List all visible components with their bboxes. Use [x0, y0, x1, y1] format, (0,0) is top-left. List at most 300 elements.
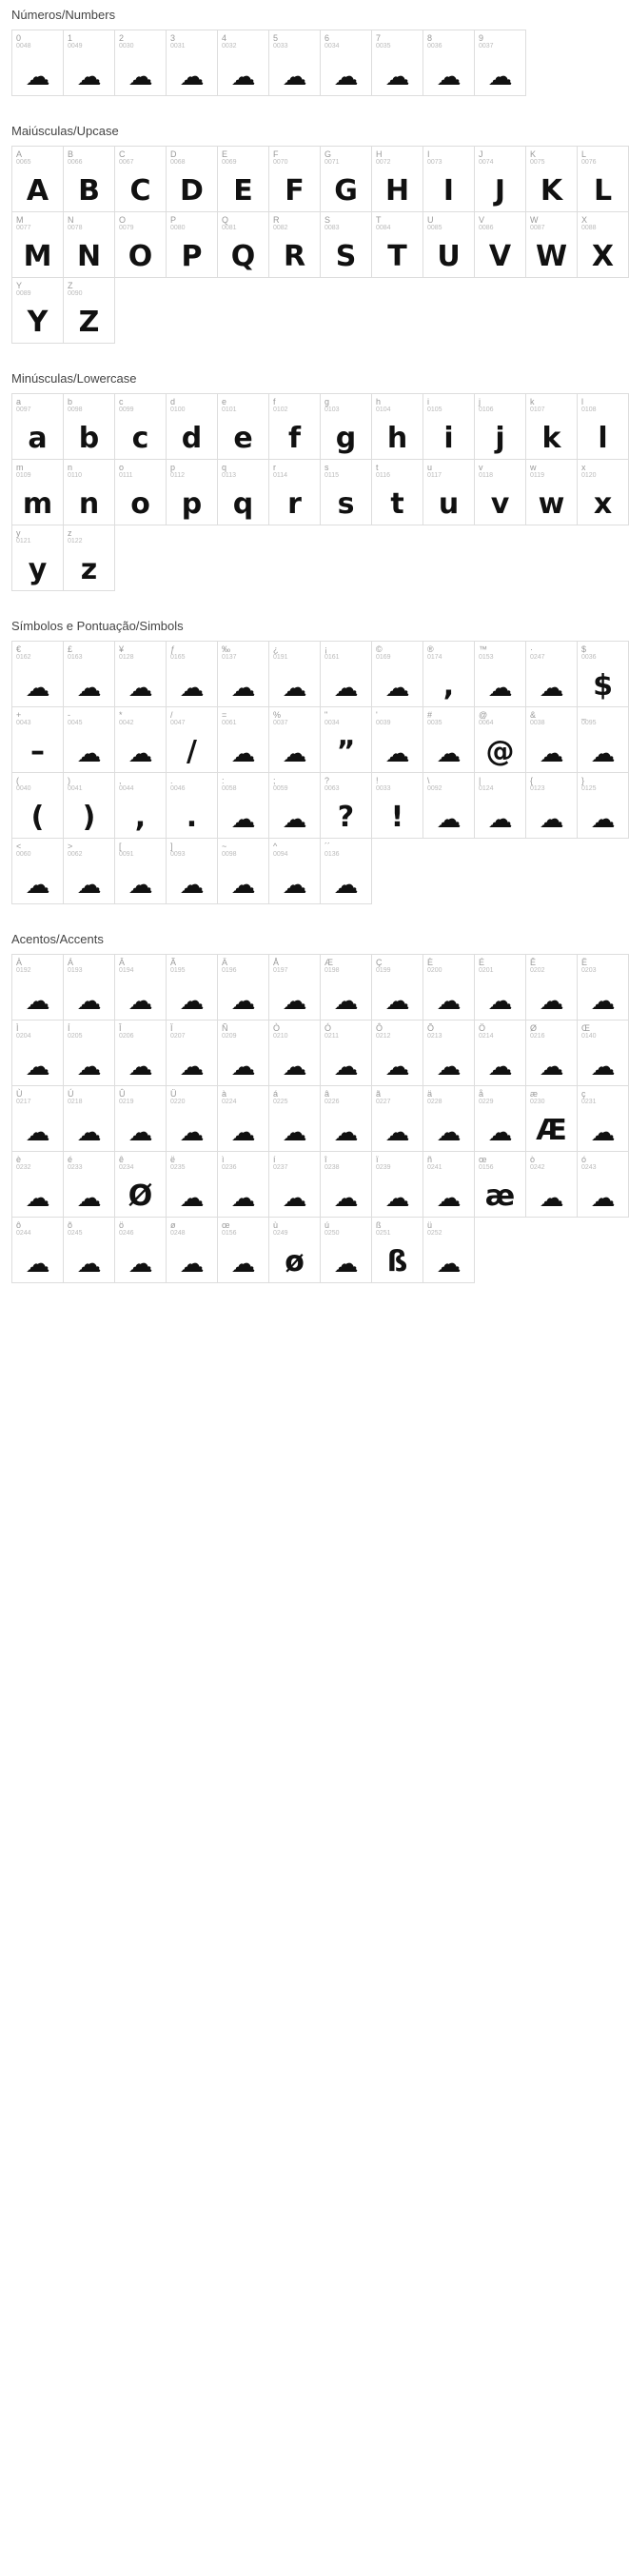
glyph-preview: i [443, 422, 454, 455]
glyph-cell[interactable] [11, 1151, 64, 1218]
glyph-char-label: 7 [376, 33, 382, 43]
glyph-char-label: \ [427, 776, 430, 785]
glyph-cell[interactable] [525, 706, 578, 773]
glyph-cell[interactable] [217, 1217, 269, 1283]
notdef-glyph-icon: ☁ [230, 987, 256, 1016]
notdef-glyph-icon: ☁ [128, 740, 153, 768]
glyph-code-label: 0165 [170, 654, 186, 661]
glyph-cell[interactable] [474, 1085, 526, 1152]
glyph-cell[interactable] [525, 954, 578, 1020]
glyph-cell[interactable] [371, 954, 423, 1020]
glyph-cell[interactable] [114, 393, 167, 460]
glyph-code-label: 0202 [530, 967, 545, 974]
glyph-cell[interactable] [217, 772, 269, 839]
glyph-cell[interactable] [268, 30, 321, 96]
glyph-char-label: ú [324, 1220, 330, 1230]
glyph-cell[interactable] [268, 1020, 321, 1086]
glyph-char-label: ƒ [170, 644, 176, 654]
glyph-cell[interactable] [11, 1217, 64, 1283]
glyph-char-label: Æ [324, 958, 333, 967]
glyph-cell[interactable] [525, 393, 578, 460]
notdef-glyph-icon: ☁ [384, 1184, 410, 1213]
glyph-cell[interactable] [63, 641, 115, 707]
glyph-cell[interactable] [474, 954, 526, 1020]
glyph-preview: ) [82, 801, 96, 834]
glyph-char-label: $ [581, 644, 587, 654]
glyph-cell[interactable] [166, 641, 218, 707]
glyph-cell[interactable] [320, 1020, 372, 1086]
glyph-code-label: 0116 [376, 472, 391, 479]
glyph-char-label: w [530, 463, 537, 472]
glyph-cell[interactable] [577, 706, 629, 773]
glyph-cell[interactable] [217, 641, 269, 707]
glyph-cell[interactable] [114, 838, 167, 904]
notdef-glyph-icon: ☁ [333, 871, 359, 900]
glyph-cell[interactable] [525, 772, 578, 839]
glyph-cell[interactable] [371, 1085, 423, 1152]
glyph-cell[interactable] [577, 1085, 629, 1152]
glyph-cell[interactable] [320, 838, 372, 904]
glyph-cell[interactable] [525, 1085, 578, 1152]
glyph-char-label: Î [119, 1023, 122, 1033]
glyph-cell[interactable] [320, 1085, 372, 1152]
glyph-code-label: 0210 [273, 1033, 288, 1040]
glyph-cell[interactable] [268, 393, 321, 460]
glyph-code-label: 0206 [119, 1033, 134, 1040]
glyph-cell[interactable] [217, 1085, 269, 1152]
glyph-char-label: Ò [273, 1023, 281, 1033]
glyph-char-label: ä [427, 1089, 433, 1099]
glyph-preview: D [180, 174, 204, 208]
glyph-cell[interactable] [320, 1151, 372, 1218]
glyph-cell[interactable] [320, 393, 372, 460]
glyph-cell[interactable] [423, 146, 475, 212]
glyph-cell[interactable] [114, 641, 167, 707]
glyph-char-label: A [16, 149, 23, 159]
glyph-cell[interactable] [423, 393, 475, 460]
glyph-char-label: c [119, 397, 124, 406]
glyph-cell[interactable] [577, 459, 629, 525]
notdef-glyph-icon: ☁ [384, 1119, 410, 1147]
glyph-cell[interactable] [11, 277, 64, 344]
glyph-char-label: x [581, 463, 586, 472]
glyph-preview: f [287, 422, 302, 455]
glyph-cell[interactable] [371, 641, 423, 707]
glyph-char-label: + [16, 710, 22, 720]
glyph-cell[interactable] [577, 954, 629, 1020]
glyph-cell[interactable] [474, 706, 526, 773]
glyph-cell[interactable] [63, 954, 115, 1020]
glyph-cell[interactable] [320, 146, 372, 212]
glyph-char-label: ) [68, 776, 70, 785]
glyph-char-label: R [273, 215, 280, 225]
glyph-cell[interactable] [63, 1085, 115, 1152]
glyph-preview: B [78, 174, 100, 208]
notdef-glyph-icon: ☁ [230, 63, 256, 91]
glyph-cell[interactable] [320, 772, 372, 839]
glyph-char-label: z [68, 528, 72, 538]
glyph-cell[interactable] [474, 1020, 526, 1086]
glyph-char-label: í [273, 1155, 276, 1164]
glyph-cell[interactable] [577, 772, 629, 839]
glyph-code-label: 0192 [16, 967, 31, 974]
glyph-char-label: / [170, 710, 173, 720]
glyph-cell[interactable] [114, 459, 167, 525]
glyph-char-label: G [324, 149, 332, 159]
glyph-cell[interactable] [371, 772, 423, 839]
glyph-code-label: 0162 [16, 654, 31, 661]
glyph-preview: g [335, 422, 357, 455]
notdef-glyph-icon: ☁ [179, 1053, 205, 1081]
glyph-cell[interactable] [11, 525, 64, 591]
glyph-cell[interactable] [423, 772, 475, 839]
glyph-cell[interactable] [11, 1020, 64, 1086]
glyph-preview: ? [337, 801, 355, 834]
glyph-cell[interactable] [423, 1151, 475, 1218]
glyph-cell[interactable] [423, 1217, 475, 1283]
glyph-cell[interactable] [371, 459, 423, 525]
glyph-char-label: N [68, 215, 74, 225]
glyph-cell[interactable] [166, 1020, 218, 1086]
glyph-char-label: y [16, 528, 21, 538]
glyph-cell[interactable] [474, 393, 526, 460]
glyph-cell[interactable] [166, 838, 218, 904]
glyph-char-label: ö [119, 1220, 125, 1230]
glyph-preview: w [538, 487, 565, 521]
section-title: Números/Numbers [11, 8, 116, 22]
glyph-cell[interactable] [268, 772, 321, 839]
glyph-code-label: 0064 [479, 720, 494, 726]
notdef-glyph-icon: ☁ [25, 674, 50, 703]
glyph-code-label: 0075 [530, 159, 545, 166]
glyph-cell[interactable] [423, 459, 475, 525]
glyph-code-label: 0234 [119, 1164, 134, 1171]
notdef-glyph-icon: ☁ [590, 987, 616, 1016]
glyph-cell[interactable] [474, 772, 526, 839]
glyph-char-label: Ä [222, 958, 228, 967]
glyph-code-label: 0122 [68, 538, 83, 545]
glyph-cell[interactable] [11, 146, 64, 212]
glyph-cell[interactable] [166, 1085, 218, 1152]
glyph-code-label: 0232 [16, 1164, 31, 1171]
notdef-glyph-icon: ☁ [230, 1184, 256, 1213]
glyph-cell[interactable] [63, 772, 115, 839]
glyph-cell[interactable] [320, 211, 372, 278]
glyph-code-label: 0156 [222, 1230, 237, 1237]
glyph-cell[interactable] [63, 277, 115, 344]
notdef-glyph-icon: ☁ [128, 1053, 153, 1081]
glyph-cell[interactable] [525, 211, 578, 278]
glyph-cell[interactable] [114, 706, 167, 773]
glyph-cell[interactable] [320, 706, 372, 773]
glyph-grid [0, 146, 629, 343]
glyph-cell[interactable] [114, 211, 167, 278]
glyph-cell[interactable] [577, 1151, 629, 1218]
glyph-cell[interactable] [268, 838, 321, 904]
glyph-cell[interactable] [474, 30, 526, 96]
glyph-cell[interactable] [525, 1020, 578, 1086]
glyph-cell[interactable] [371, 146, 423, 212]
glyph-cell[interactable] [268, 1217, 321, 1283]
glyph-cell[interactable] [114, 1085, 167, 1152]
glyph-code-label: 0101 [222, 406, 237, 413]
glyph-code-label: 0243 [581, 1164, 597, 1171]
glyph-char-label: j [479, 397, 481, 406]
glyph-cell[interactable] [371, 393, 423, 460]
glyph-code-label: 0100 [170, 406, 186, 413]
glyph-char-label: V [479, 215, 485, 225]
glyph-cell[interactable] [166, 1217, 218, 1283]
glyph-cell[interactable] [423, 1020, 475, 1086]
glyph-cell[interactable] [11, 393, 64, 460]
glyph-cell[interactable] [63, 211, 115, 278]
glyph-cell[interactable] [63, 706, 115, 773]
glyph-cell[interactable] [217, 954, 269, 1020]
glyph-char-label: B [68, 149, 74, 159]
glyph-preview: O [128, 240, 153, 273]
glyph-char-label: Œ [581, 1023, 590, 1033]
glyph-char-label: = [222, 710, 227, 720]
glyph-code-label: 0095 [581, 720, 597, 726]
glyph-char-label: } [581, 776, 585, 785]
glyph-cell[interactable] [371, 1217, 423, 1283]
glyph-cell[interactable] [320, 954, 372, 1020]
glyph-cell[interactable] [11, 838, 64, 904]
notdef-glyph-icon: ☁ [333, 674, 359, 703]
glyph-cell[interactable] [217, 211, 269, 278]
glyph-char-label: À [16, 958, 23, 967]
glyph-cell[interactable] [577, 1020, 629, 1086]
glyph-cell[interactable] [63, 146, 115, 212]
glyph-cell[interactable] [63, 30, 115, 96]
glyph-char-label: H [376, 149, 383, 159]
glyph-char-label: Å [273, 958, 280, 967]
glyph-cell[interactable] [320, 641, 372, 707]
notdef-glyph-icon: ☁ [487, 674, 513, 703]
notdef-glyph-icon: ☁ [487, 63, 513, 91]
glyph-code-label: 0238 [324, 1164, 340, 1171]
glyph-char-label: 3 [170, 33, 176, 43]
notdef-glyph-icon: ☁ [128, 1119, 153, 1147]
glyph-char-label: q [222, 463, 227, 472]
glyph-preview: u [438, 487, 460, 521]
glyph-cell[interactable] [11, 706, 64, 773]
glyph-code-label: 0038 [530, 720, 545, 726]
glyph-code-label: 0115 [324, 472, 340, 479]
glyph-code-label: 0196 [222, 967, 237, 974]
glyph-cell[interactable] [474, 211, 526, 278]
glyph-cell[interactable] [63, 1151, 115, 1218]
glyph-cell[interactable] [63, 393, 115, 460]
glyph-code-label: 0220 [170, 1099, 186, 1105]
glyph-cell[interactable] [268, 706, 321, 773]
glyph-cell[interactable] [114, 772, 167, 839]
glyph-preview: P [181, 240, 203, 273]
glyph-cell[interactable] [11, 459, 64, 525]
glyph-cell[interactable] [525, 641, 578, 707]
glyph-cell[interactable] [474, 146, 526, 212]
glyph-char-label: Ö [479, 1023, 486, 1033]
glyph-cell[interactable] [577, 146, 629, 212]
glyph-code-label: 0089 [16, 290, 31, 297]
glyph-cell[interactable] [166, 211, 218, 278]
glyph-char-label: P [170, 215, 177, 225]
notdef-glyph-icon: ☁ [384, 740, 410, 768]
glyph-cell[interactable] [166, 30, 218, 96]
glyph-cell[interactable] [11, 772, 64, 839]
glyph-cell[interactable] [217, 459, 269, 525]
glyph-cell[interactable] [63, 459, 115, 525]
glyph-preview: z [80, 553, 98, 586]
glyph-cell[interactable] [423, 706, 475, 773]
glyph-code-label: 0091 [119, 851, 134, 858]
glyph-cell[interactable] [423, 641, 475, 707]
glyph-cell[interactable] [268, 1085, 321, 1152]
glyph-cell[interactable] [11, 641, 64, 707]
glyph-preview: ” [336, 735, 356, 768]
glyph-cell[interactable] [63, 838, 115, 904]
glyph-code-label: 0217 [16, 1099, 31, 1105]
glyph-cell[interactable] [166, 459, 218, 525]
glyph-cell[interactable] [268, 1151, 321, 1218]
glyph-char-label: ¥ [119, 644, 125, 654]
glyph-cell[interactable] [577, 393, 629, 460]
glyph-char-label: é [68, 1155, 73, 1164]
glyph-preview: t [390, 487, 404, 521]
glyph-cell[interactable] [63, 1020, 115, 1086]
glyph-char-label: 4 [222, 33, 227, 43]
glyph-code-label: 0082 [273, 225, 288, 231]
glyph-char-label: _ [581, 710, 587, 720]
glyph-cell[interactable] [474, 1151, 526, 1218]
glyph-char-label: T [376, 215, 382, 225]
glyph-code-label: 0081 [222, 225, 237, 231]
glyph-cell[interactable] [166, 772, 218, 839]
notdef-glyph-icon: ☁ [487, 805, 513, 834]
glyph-char-label: Z [68, 281, 73, 290]
glyph-cell[interactable] [371, 30, 423, 96]
glyph-cell[interactable] [166, 954, 218, 1020]
glyph-char-label: ¡ [324, 644, 327, 654]
glyph-cell[interactable] [63, 525, 115, 591]
glyph-cell[interactable] [114, 954, 167, 1020]
glyph-cell[interactable] [11, 954, 64, 1020]
glyph-cell[interactable] [63, 1217, 115, 1283]
notdef-glyph-icon: ☁ [25, 871, 50, 900]
glyph-cell[interactable] [217, 838, 269, 904]
notdef-glyph-icon: ☁ [230, 1250, 256, 1278]
glyph-preview: Q [230, 240, 256, 273]
glyph-code-label: 0199 [376, 967, 391, 974]
glyph-cell[interactable] [114, 146, 167, 212]
glyph-cell[interactable] [423, 954, 475, 1020]
notdef-glyph-icon: ☁ [539, 1184, 564, 1213]
glyph-cell[interactable] [268, 641, 321, 707]
glyph-char-label: < [16, 842, 22, 851]
glyph-cell[interactable] [11, 211, 64, 278]
glyph-cell[interactable] [525, 459, 578, 525]
glyph-char-label: ü [427, 1220, 433, 1230]
glyph-cell[interactable] [423, 211, 475, 278]
glyph-char-label: 5 [273, 33, 279, 43]
glyph-cell[interactable] [217, 1151, 269, 1218]
glyph-code-label: 0066 [68, 159, 83, 166]
glyph-cell[interactable] [320, 1217, 372, 1283]
glyph-code-label: 0241 [427, 1164, 442, 1171]
glyph-cell[interactable] [166, 1151, 218, 1218]
glyph-preview: F [285, 174, 305, 208]
glyph-cell[interactable] [217, 30, 269, 96]
glyph-cell[interactable] [371, 1020, 423, 1086]
glyph-cell[interactable] [577, 211, 629, 278]
glyph-preview: d [181, 422, 203, 455]
glyph-code-label: 0108 [581, 406, 597, 413]
glyph-cell[interactable] [371, 1151, 423, 1218]
glyph-cell[interactable] [371, 211, 423, 278]
glyph-cell[interactable] [577, 641, 629, 707]
glyph-cell[interactable] [320, 459, 372, 525]
glyph-cell[interactable] [217, 1020, 269, 1086]
glyph-cell[interactable] [268, 459, 321, 525]
glyph-preview: c [131, 422, 149, 455]
glyph-cell[interactable] [166, 393, 218, 460]
glyph-code-label: 0046 [170, 785, 186, 792]
glyph-cell[interactable] [423, 1085, 475, 1152]
glyph-cell[interactable] [474, 641, 526, 707]
glyph-cell[interactable] [423, 30, 475, 96]
glyph-cell[interactable] [114, 1151, 167, 1218]
glyph-code-label: 0071 [324, 159, 340, 166]
glyph-cell[interactable] [11, 30, 64, 96]
glyph-code-label: 0098 [68, 406, 83, 413]
glyph-cell[interactable] [320, 30, 372, 96]
glyph-cell[interactable] [11, 1085, 64, 1152]
glyph-grid [0, 954, 629, 1282]
glyph-char-label: U [427, 215, 434, 225]
glyph-cell[interactable] [268, 211, 321, 278]
glyph-cell[interactable] [525, 146, 578, 212]
glyph-cell[interactable] [217, 146, 269, 212]
glyph-char-label: Y [16, 281, 23, 290]
glyph-char-label: 6 [324, 33, 330, 43]
glyph-code-label: 0058 [222, 785, 237, 792]
glyph-code-label: 0156 [479, 1164, 494, 1171]
notdef-glyph-icon: ☁ [76, 871, 102, 900]
glyph-cell[interactable] [114, 1020, 167, 1086]
glyph-cell[interactable] [217, 393, 269, 460]
glyph-cell[interactable] [166, 706, 218, 773]
notdef-glyph-icon: ☁ [282, 1119, 307, 1147]
glyph-preview: – [30, 735, 45, 768]
glyph-cell[interactable] [114, 30, 167, 96]
glyph-cell[interactable] [371, 706, 423, 773]
notdef-glyph-icon: ☁ [25, 1119, 50, 1147]
glyph-cell[interactable] [268, 954, 321, 1020]
glyph-cell[interactable] [114, 1217, 167, 1283]
glyph-char-label: f [273, 397, 276, 406]
glyph-cell[interactable] [166, 146, 218, 212]
glyph-code-label: 0088 [581, 225, 597, 231]
glyph-cell[interactable] [525, 1151, 578, 1218]
glyph-cell[interactable] [217, 706, 269, 773]
glyph-code-label: 0036 [427, 43, 442, 50]
glyph-code-label: 0227 [376, 1099, 391, 1105]
glyph-code-label: 0043 [16, 720, 31, 726]
glyph-code-label: 0109 [16, 472, 31, 479]
glyph-cell[interactable] [268, 146, 321, 212]
glyph-char-label: 0 [16, 33, 22, 43]
glyph-cell[interactable] [474, 459, 526, 525]
